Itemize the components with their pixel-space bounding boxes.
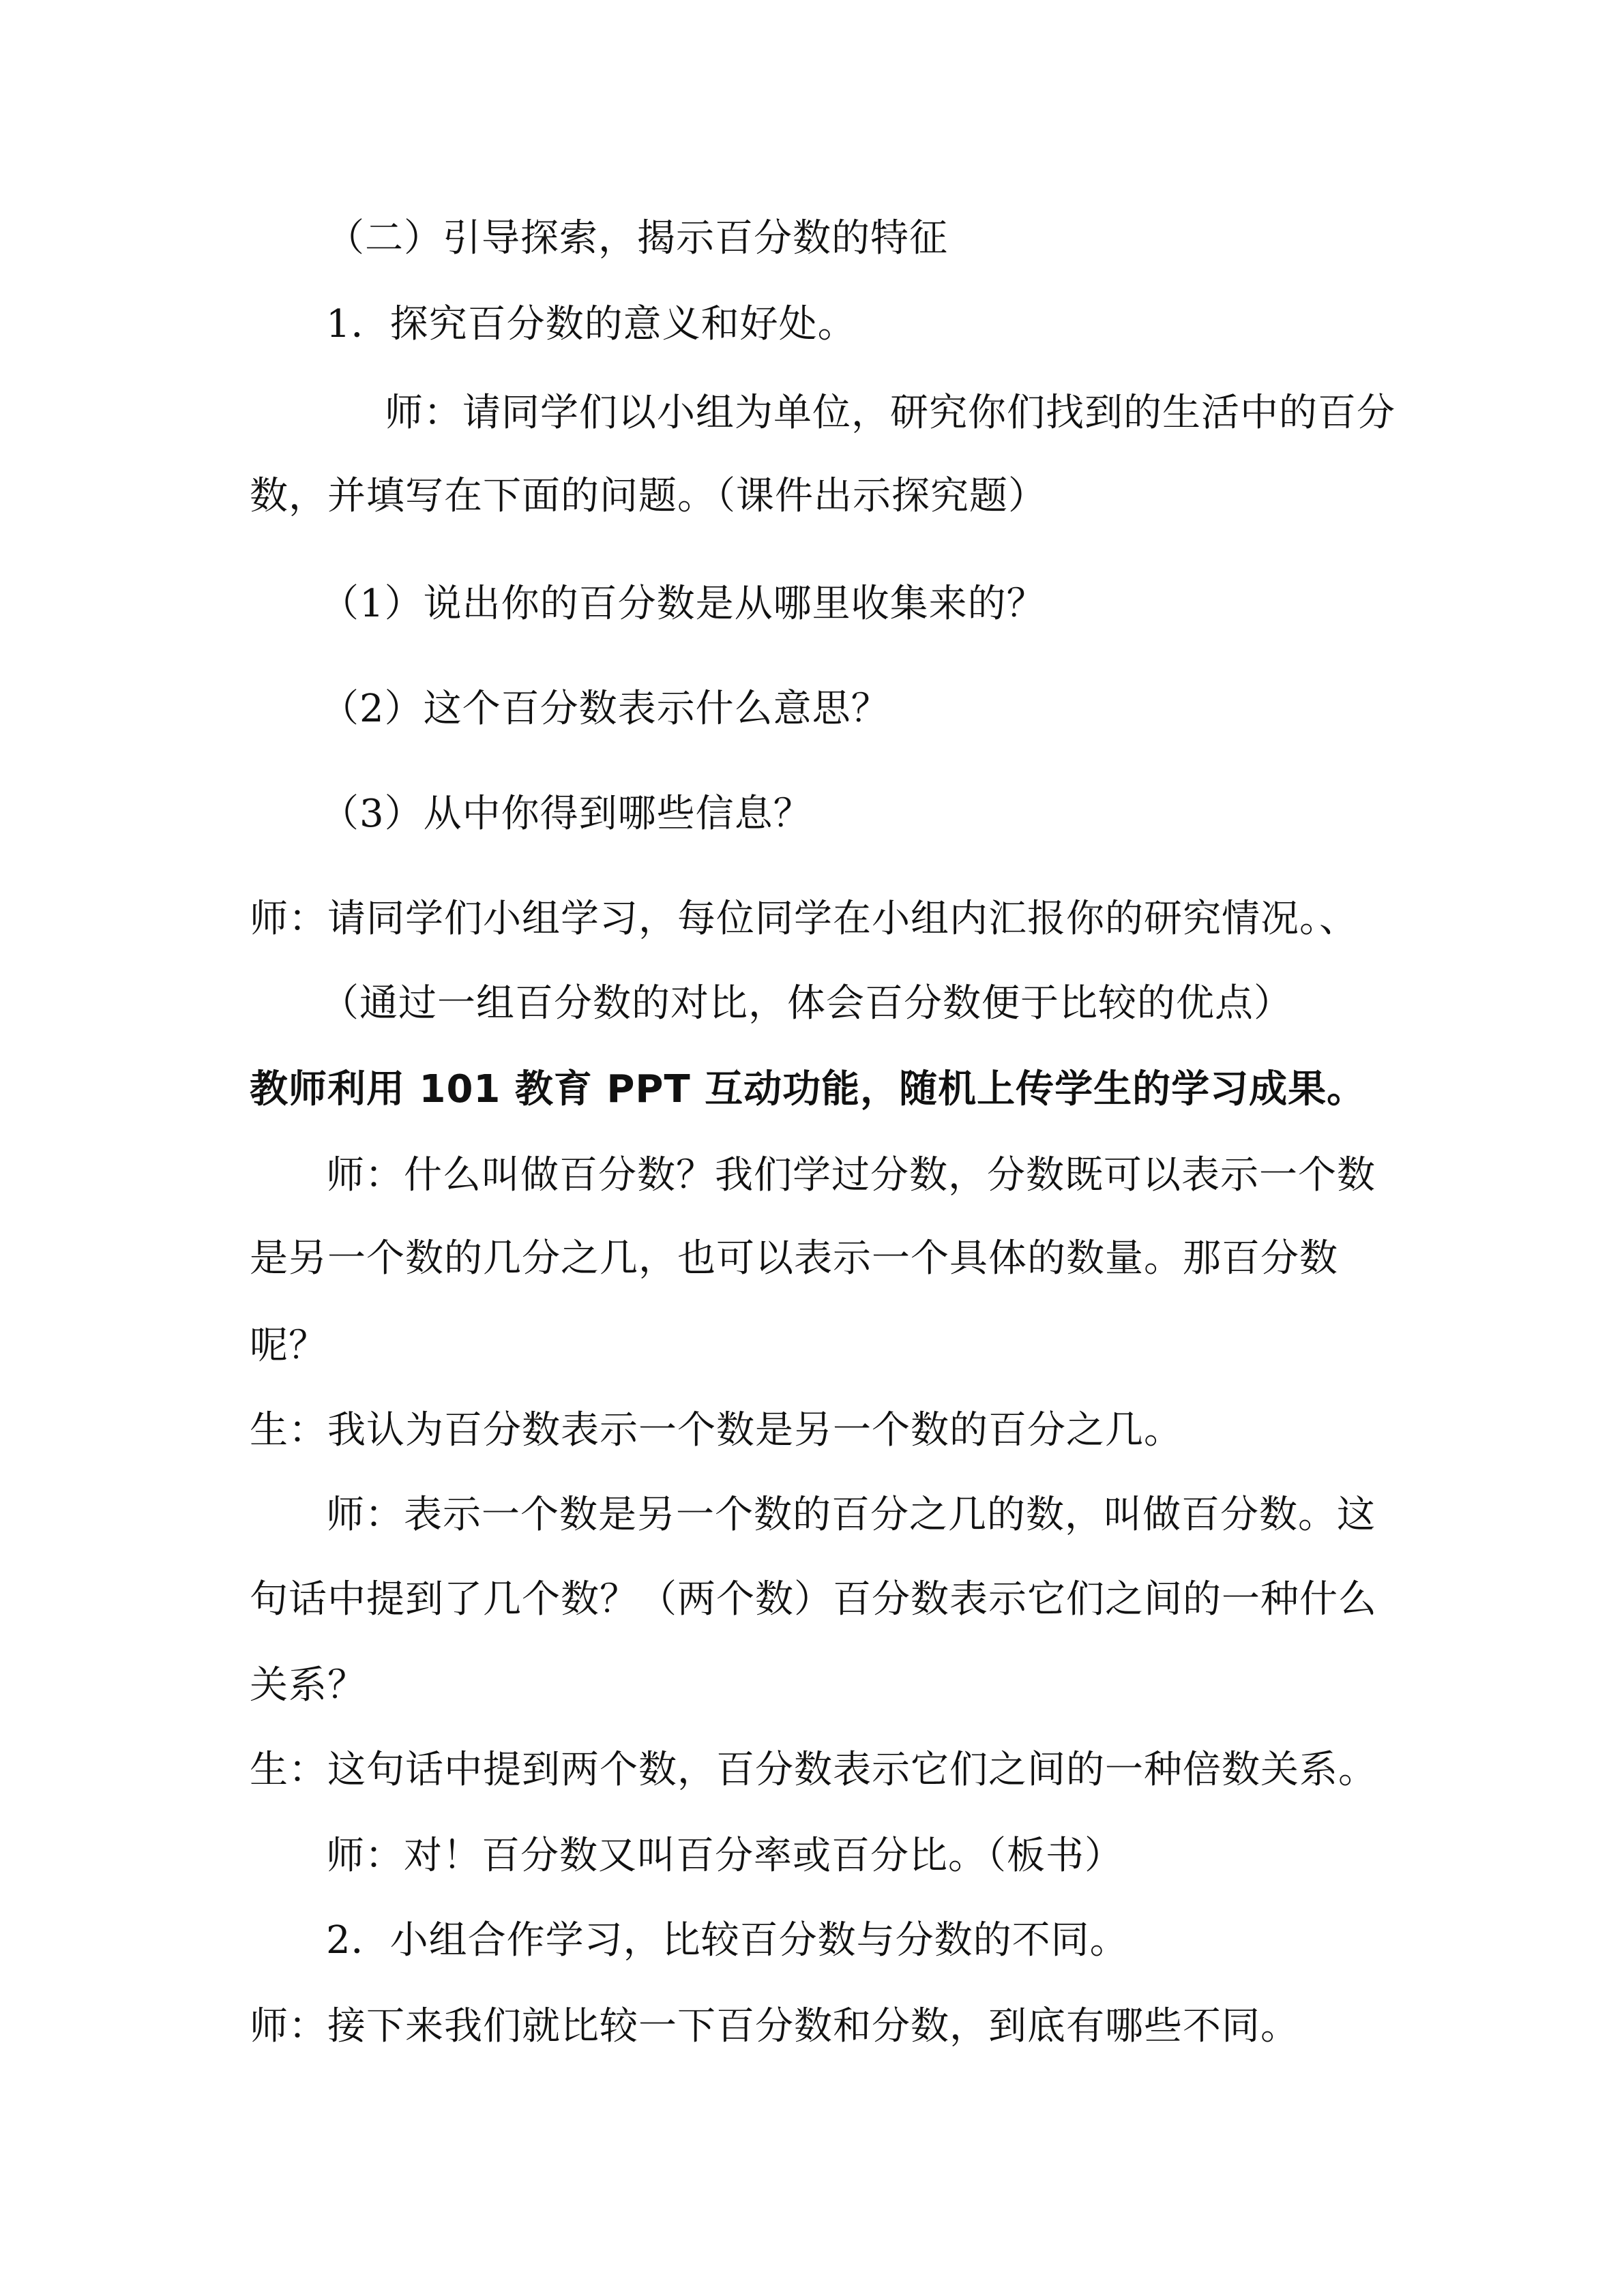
bold-note: 教师利用 101 教育 PPT 互动功能，随机上传学生的学习成果。 [250, 1067, 1366, 1112]
paragraph-line: 生：我认为百分数表示一个数是另一个数的百分之几。 [250, 1408, 1183, 1452]
paragraph-line: 呢？ [250, 1324, 327, 1368]
paragraph-line: 生：这句话中提到两个数，百分数表示它们之间的一种倍数关系。 [250, 1748, 1377, 1792]
paragraph-line: 句话中提到了几个数？（两个数）百分数表示它们之间的一种什么 [250, 1577, 1377, 1622]
paragraph-line: 师：表示一个数是另一个数的百分之几的数，叫做百分数。这 [326, 1493, 1376, 1537]
paragraph-line: （通过一组百分数的对比，体会百分数便于比较的优点） [321, 981, 1293, 1026]
question-1: （1）说出你的百分数是从哪里收集来的？ [321, 582, 1046, 626]
paragraph-line: 师：请同学们小组学习，每位同学在小组内汇报你的研究情况。、 [250, 897, 1358, 941]
paragraph-line: 数，并填写在下面的问题。（课件出示探究题） [250, 474, 1047, 518]
paragraph-line: 是另一个数的几分之几，也可以表示一个具体的数量。那百分数 [250, 1236, 1338, 1281]
paragraph-line: 师：请同学们以小组为单位，研究你们找到的生活中的百分 [385, 391, 1396, 435]
paragraph-line: 师：对！百分数又叫百分率或百分比。（板书） [326, 1834, 1123, 1878]
subsection-heading-1: 1．探究百分数的意义和好处。 [326, 302, 857, 346]
question-3: （3）从中你得到哪些信息？ [321, 792, 812, 836]
paragraph-line: 师：接下来我们就比较一下百分数和分数，到底有哪些不同。 [250, 2004, 1299, 2048]
paragraph-line: 师：什么叫做百分数？我们学过分数，分数既可以表示一个数 [326, 1153, 1376, 1197]
paragraph-line: 关系？ [250, 1663, 366, 1708]
subsection-heading-2: 2．小组合作学习，比较百分数与分数的不同。 [326, 1918, 1129, 1963]
section-heading: （二）引导探索，揭示百分数的特征 [326, 216, 948, 260]
question-2: （2）这个百分数表示什么意思？ [321, 687, 890, 731]
